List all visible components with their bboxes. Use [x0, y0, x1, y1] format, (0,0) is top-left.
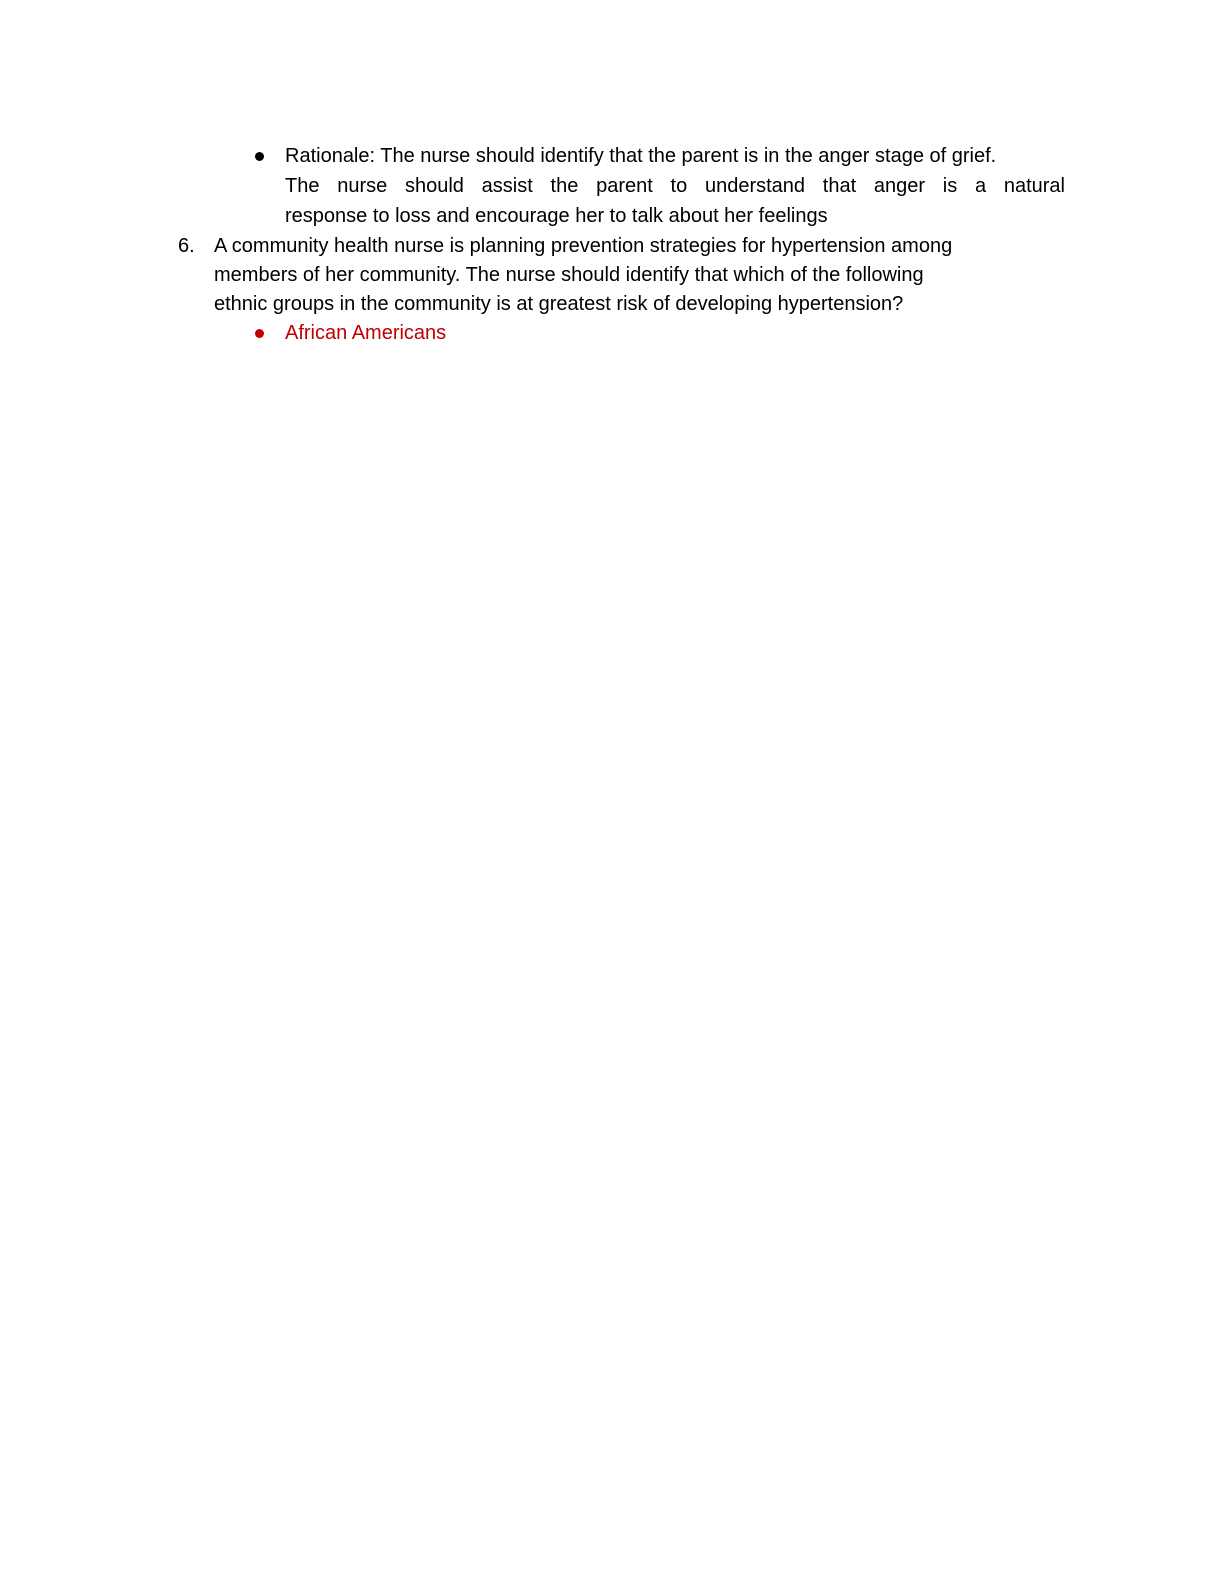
bullet-icon	[255, 152, 264, 161]
rationale-line-3: response to loss and encourage her to talk about her feelings	[285, 205, 828, 227]
answer-bullet-icon	[255, 329, 264, 338]
question-line-3: ethnic groups in the community is at greatest risk of developing hypertension?	[214, 293, 904, 315]
answer-text: African Americans	[285, 322, 447, 344]
question-number: 6.	[178, 235, 195, 257]
rationale-line-2: The nurse should assist the parent to understand that anger is a natural	[285, 175, 1065, 197]
rationale-line-1: Rationale: The nurse should identify that the parent is in the anger stage of grief.	[285, 145, 997, 167]
question-line-1: A community health nurse is planning prevention strategies for hypertension among	[214, 235, 953, 257]
question-line-2: members of her community. The nurse should identify that which of the following	[214, 264, 924, 286]
